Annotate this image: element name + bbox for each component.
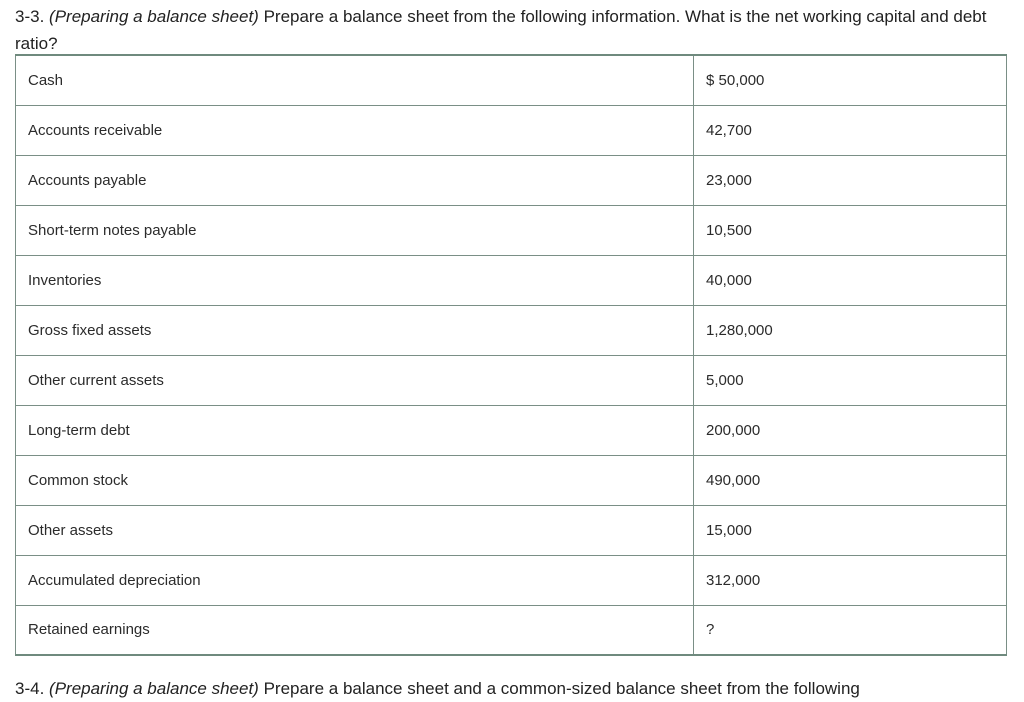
- table-row: [16, 405, 1007, 455]
- row-value: $ 50,000: [694, 55, 1007, 105]
- question-text: Prepare a balance sheet and a common-sized balance sheet from the following: [263, 679, 860, 698]
- row-label: Accounts payable: [16, 155, 694, 205]
- row-value: 40,000: [694, 255, 1007, 305]
- question-3-4: [15, 675, 1005, 702]
- row-label: Short-term notes payable: [16, 205, 694, 255]
- row-label: Common stock: [16, 455, 694, 505]
- row-label: Accumulated depreciation: [16, 555, 694, 605]
- table-row: [16, 555, 1007, 605]
- table-row: [16, 605, 1007, 655]
- table-row: [16, 455, 1007, 505]
- row-value: 10,500: [694, 205, 1007, 255]
- table-row: [16, 255, 1007, 305]
- row-value: 15,000: [694, 505, 1007, 555]
- row-value: 42,700: [694, 105, 1007, 155]
- row-label: Accounts receivable: [16, 105, 694, 155]
- row-value: 1,280,000: [694, 305, 1007, 355]
- row-value: 490,000: [694, 455, 1007, 505]
- question-text: Prepare a balance sheet from the following information. What is the net working capital and debt ratio?: [15, 7, 987, 53]
- question-topic: (Preparing a balance sheet): [49, 7, 259, 26]
- table-row: [16, 155, 1007, 205]
- row-label: Retained earnings: [16, 605, 694, 655]
- row-label: Other current assets: [16, 355, 694, 405]
- question-number: 3-4.: [15, 679, 45, 698]
- row-label: Other assets: [16, 505, 694, 555]
- row-value: 23,000: [694, 155, 1007, 205]
- balance-sheet-data-table: [15, 54, 1007, 656]
- row-value: 5,000: [694, 355, 1007, 405]
- question-3-3: [15, 3, 1005, 57]
- row-value: 312,000: [694, 555, 1007, 605]
- table-row: [16, 305, 1007, 355]
- table-row: [16, 505, 1007, 555]
- row-label: Gross fixed assets: [16, 305, 694, 355]
- row-value: ?: [694, 605, 1007, 655]
- table-row: [16, 55, 1007, 105]
- table-row: [16, 355, 1007, 405]
- row-label: Cash: [16, 55, 694, 105]
- row-value: 200,000: [694, 405, 1007, 455]
- table-row: [16, 105, 1007, 155]
- row-label: Inventories: [16, 255, 694, 305]
- table-row: [16, 205, 1007, 255]
- question-topic: (Preparing a balance sheet): [49, 679, 259, 698]
- row-label: Long-term debt: [16, 405, 694, 455]
- question-number: 3-3.: [15, 7, 45, 26]
